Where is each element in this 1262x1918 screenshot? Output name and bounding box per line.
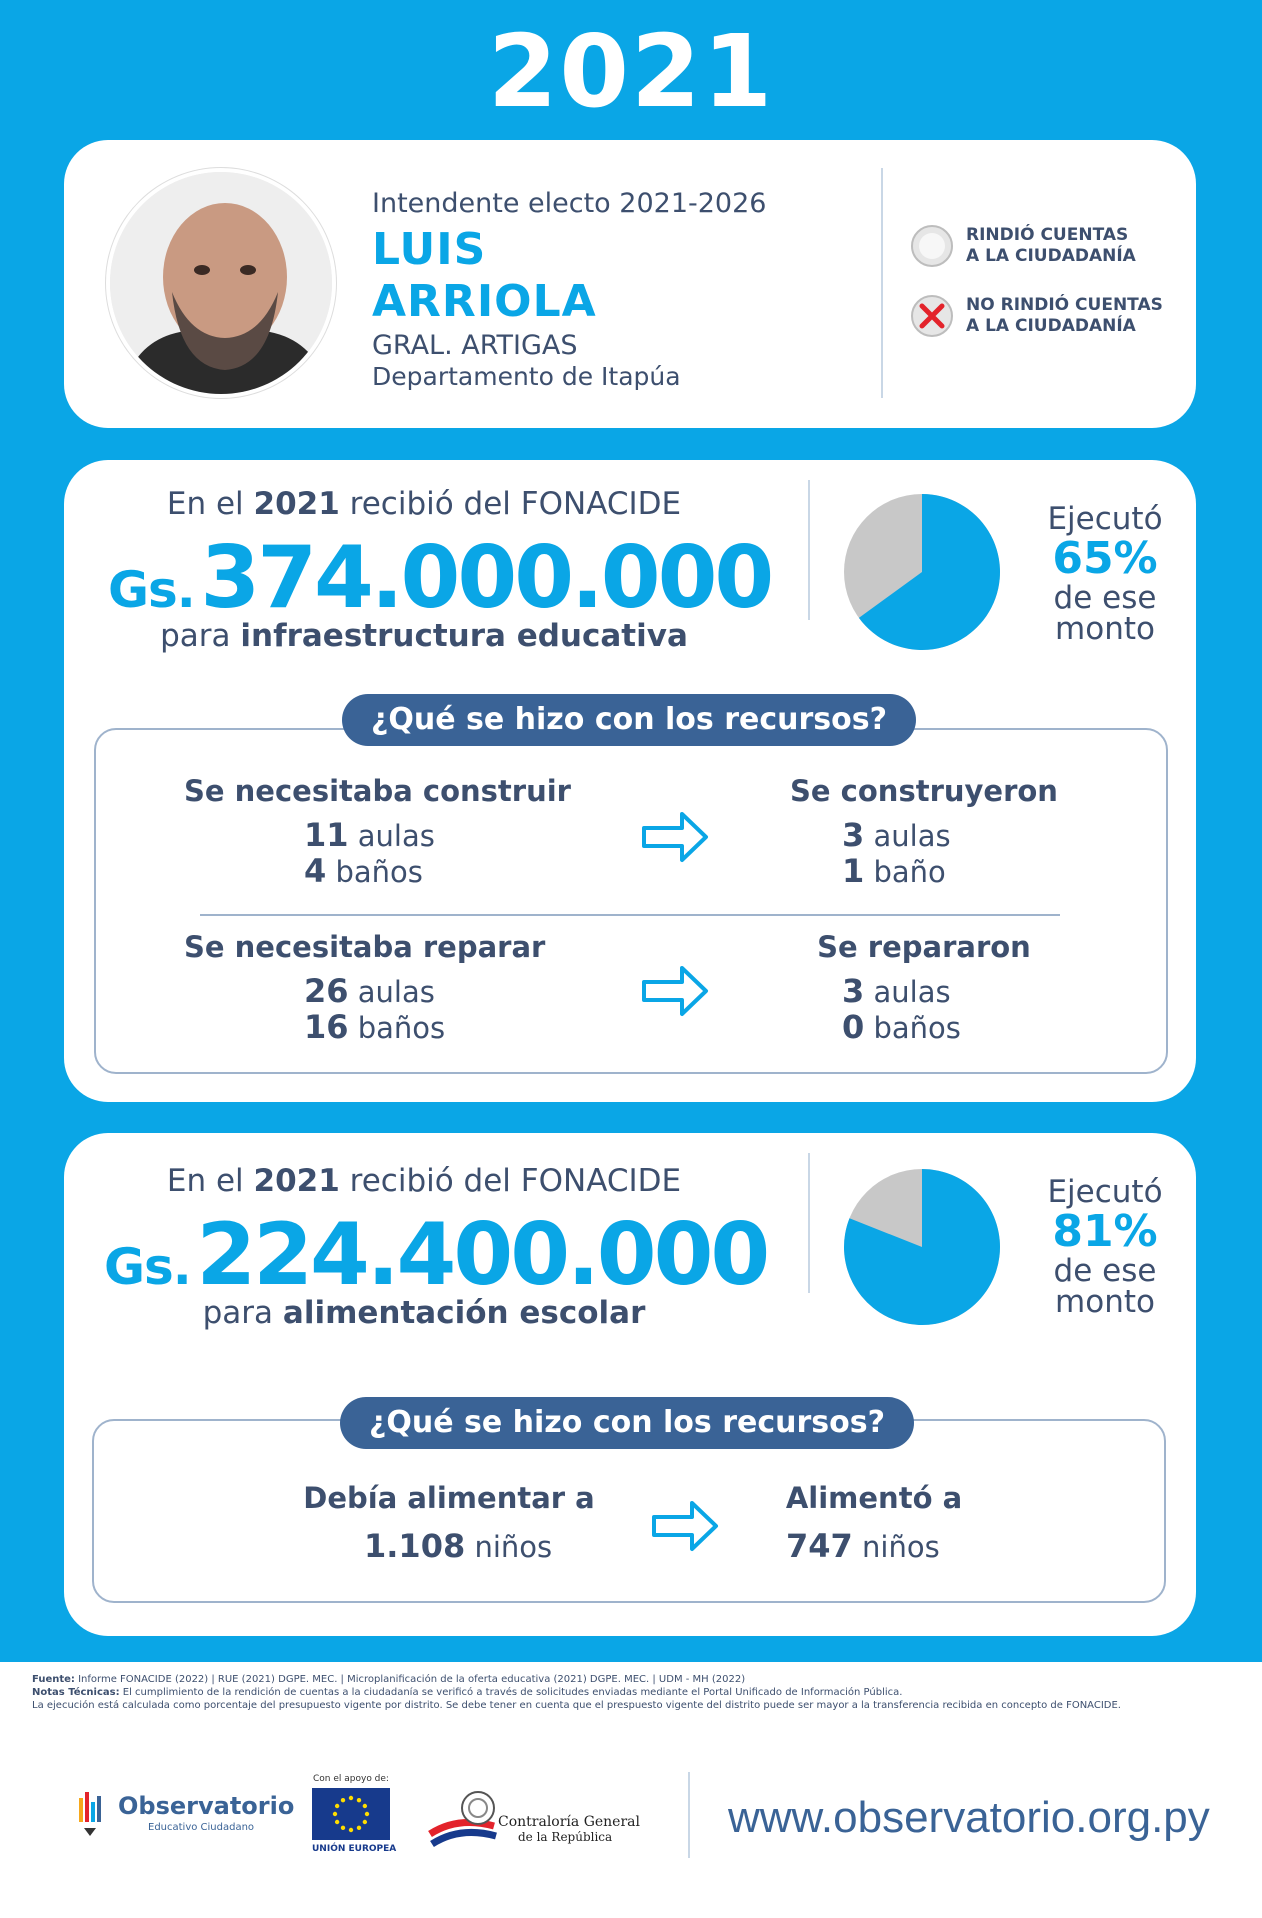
infra-execution-pie [842, 492, 1002, 652]
eu-star [335, 1820, 339, 1824]
infra-purpose: para infraestructura educativa [160, 618, 688, 654]
red-x-icon [910, 294, 954, 338]
eu-star [357, 1798, 361, 1802]
website-link[interactable]: www.observatorio.org.py [728, 1793, 1210, 1842]
repair-needed-title: Se necesitaba reparar [184, 930, 546, 964]
infra-row-divider [200, 914, 1060, 916]
build-needed-title: Se necesitaba construir [184, 774, 571, 808]
eu-star [349, 1828, 353, 1832]
food-should-value: 1.108 niños [364, 1527, 553, 1565]
arrow-right-icon [640, 962, 712, 1020]
observatorio-subtitle: Educativo Ciudadano [148, 1822, 255, 1833]
eu-star [341, 1798, 345, 1802]
eu-star [333, 1812, 337, 1816]
build-needed-banos: 4 baños [304, 852, 423, 890]
legend-not-rendered [910, 294, 1163, 338]
food-executed: Ejecutó 81% de ese monto [1020, 1177, 1190, 1318]
mayor-first-name: LUIS [372, 224, 487, 275]
food-execution-pie [842, 1167, 1002, 1327]
repair-needed-aulas: 26 aulas [304, 972, 435, 1010]
eu-star [363, 1820, 367, 1824]
food-did-title: Alimentó a [785, 1481, 963, 1515]
food-should-title: Debía alimentar a [303, 1481, 595, 1515]
footnotes [32, 1673, 1242, 1712]
build-needed-aulas: 11 aulas [304, 816, 435, 854]
food-amount-value: 224.400.000 [196, 1205, 768, 1305]
food-purpose: para alimentación escolar [202, 1295, 646, 1331]
food-received-line: En el 2021 recibió del FONACIDE [166, 1163, 682, 1199]
built-title: Se construyeron [790, 774, 1058, 808]
built-banos: 1 baño [842, 852, 946, 890]
food-executed-pct: 81% [1052, 1206, 1158, 1257]
food-divider [808, 1153, 810, 1293]
arrow-right-icon [640, 808, 712, 866]
mayor-name [372, 224, 597, 328]
profile-card [64, 140, 1196, 428]
legend-rendered [910, 224, 1136, 268]
mayor-subtitle: Intendente electo 2021-2026 [372, 188, 767, 219]
repaired-title: Se repararon [817, 930, 1031, 964]
seal-icon [428, 1786, 508, 1856]
footer-divider [688, 1772, 690, 1858]
observatorio-title: Observatorio [118, 1792, 295, 1820]
eu-name: UNIÓN EUROPEA [312, 1844, 397, 1854]
food-did-value: 747 niños [786, 1527, 940, 1565]
mayor-department: Departamento de Itapúa [372, 362, 681, 391]
eu-flag-logo [312, 1788, 390, 1840]
food-card [64, 1133, 1196, 1636]
eu-star [363, 1804, 367, 1808]
infra-executed: Ejecutó 65% de ese monto [1020, 504, 1190, 645]
infra-amount [108, 528, 771, 628]
repair-needed-banos: 16 baños [304, 1008, 446, 1046]
contraloria-logo [428, 1786, 640, 1860]
observatorio-logo [78, 1788, 295, 1844]
food-amount [104, 1205, 767, 1305]
arrow-right-icon [650, 1497, 722, 1555]
mayor-last-name: ARRIOLA [372, 276, 597, 327]
eu-star [349, 1796, 353, 1800]
bar-chart-icon [78, 1788, 108, 1840]
legend-rendered-label: RINDIÓ CUENTAS A LA CIUDADANÍA [966, 225, 1136, 266]
eu-star [365, 1812, 369, 1816]
infra-currency: Gs. [108, 561, 195, 619]
infra-received-line: En el 2021 recibió del FONACIDE [166, 486, 682, 522]
grey-circle-icon [910, 224, 954, 268]
infra-amount-value: 374.000.000 [200, 528, 772, 628]
eu-star [357, 1826, 361, 1830]
notes-line: Notas Técnicas: El cumplimiento de la rendición de cuentas a la ciudadanía se verificó a través de solicitudes enviadas mediante el Portal Unificado de Información Pública. [32, 1687, 903, 1698]
source-line: Fuente: Informe FONACIDE (2022) | RUE (2021) DGPE. MEC. | Microplanificación de la oferta educativa (2021) DGPE. MEC. | UDM - MH (2022) [32, 1674, 746, 1685]
food-question-pill: ¿Qué se hizo con los recursos? [340, 1397, 914, 1449]
repaired-aulas: 3 aulas [842, 972, 951, 1010]
food-currency: Gs. [104, 1238, 191, 1296]
infra-executed-pct: 65% [1052, 533, 1158, 584]
built-aulas: 3 aulas [842, 816, 951, 854]
infra-question-pill: ¿Qué se hizo con los recursos? [342, 694, 916, 746]
profile-divider [881, 168, 883, 398]
infrastructure-card [64, 460, 1196, 1102]
mayor-city: GRAL. ARTIGAS [372, 330, 578, 361]
eu-star [341, 1826, 345, 1830]
year-title: 2021 [487, 13, 775, 130]
mayor-photo [106, 168, 336, 398]
legend-not-rendered-label: NO RINDIÓ CUENTAS A LA CIUDADANÍA [966, 295, 1163, 336]
contraloria-line1: Contraloría General [498, 1814, 640, 1830]
contraloria-line2: de la República [518, 1830, 613, 1844]
eu-star [335, 1804, 339, 1808]
infra-divider [808, 480, 810, 620]
notes-line-2: La ejecución está calculada como porcentaje del presupuesto vigente por distrito. Se debe tener en cuenta que el prespuesto vigente del distrito puede ser mayor a la transferencia recibida en concepto de FONACIDE. [32, 1700, 1121, 1711]
repaired-banos: 0 baños [842, 1008, 961, 1046]
eu-support-label: Con el apoyo de: [313, 1774, 389, 1784]
